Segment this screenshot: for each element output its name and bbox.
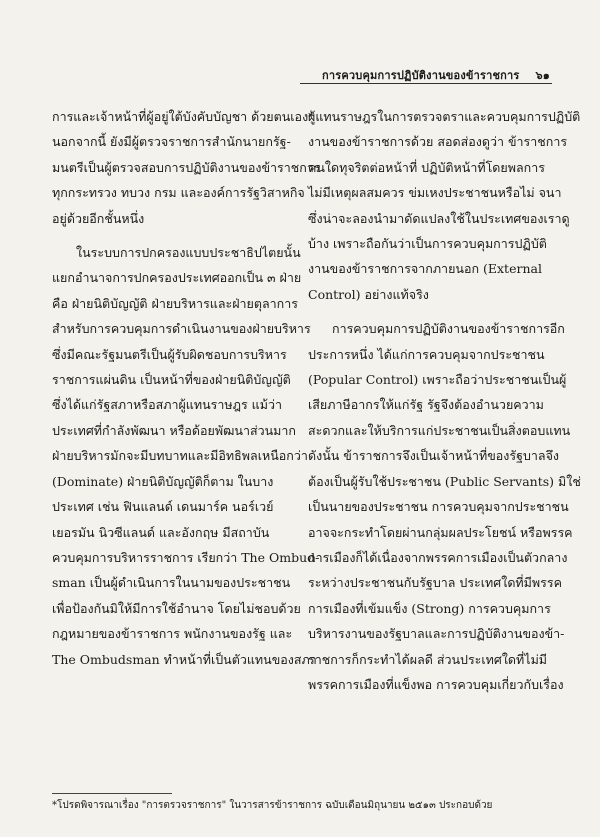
footnote-rule <box>52 793 172 794</box>
text-line: คนใดทุจริตต่อหน้าที่ ปฏิบัติหน้าที่โดยพลการ <box>308 159 545 175</box>
text-line: sman เป็นผู้ดำเนินการในนามของประชาชน <box>52 575 291 591</box>
text-line: กฎหมายของข้าราชการ พนักงานของรัฐ และ <box>52 626 293 642</box>
text-line: ควบคุมการบริหารราชการ เรียกว่า The Ombud- <box>52 549 320 565</box>
text-line: บริหารงานของรัฐบาลและการปฏิบัติงานของข้า- <box>308 626 565 642</box>
right-paragraph-1 <box>308 104 581 307</box>
text-line: ราชการก็กระทำได้ผลดี ส่วนประเทศใดที่ไม่มี <box>308 651 548 667</box>
text-line: เยอรมัน นิวซีแลนด์ และอังกฤษ มีสถาบัน <box>52 524 270 540</box>
text-line: Control) อย่างแท้จริง <box>308 286 429 302</box>
footnote: *โปรดพิจารณาเรื่อง "การตรวจราชการ" ในวารสารข้าราชการ ฉบับเดือนมิถุนายน ๒๕๑๓ ประกอบด้วย <box>52 800 493 811</box>
text-line: เสียภาษีอากรให้แก่รัฐ รัฐจึงต้องอำนวยความ <box>308 397 544 413</box>
text-line: นอกจากนี้ ยังมีผู้ตรวจราชการสำนักนายกรัฐ- <box>52 134 291 150</box>
text-line: งานของข้าราชการจากภายนอก (External <box>308 261 542 277</box>
left-column <box>52 104 321 672</box>
text-line: เป็นนายของประชาชน การควบคุมจากประชาชน <box>308 499 569 515</box>
text-line: ประเทศที่กำลังพัฒนา หรือด้อยพัฒนาส่วนมาก <box>52 422 296 438</box>
text-line: ซึ่งน่าจะลองนำมาดัดแปลงใช้ในประเทศของเราดู <box>308 210 570 226</box>
text-line: ในระบบการปกครองแบบประชาธิปไตยนั้น <box>76 245 301 261</box>
running-header <box>322 66 550 84</box>
text-line: (Popular Control) เพราะถือว่าประชาชนเป็นผู้ <box>308 372 567 388</box>
text-line: พรรคการเมืองที่แข็งพอ การควบคุมเกี่ยวกับเรื่อง <box>308 676 564 692</box>
left-paragraph-1 <box>52 104 321 231</box>
text-line: คือ ฝ่ายนิติบัญญัติ ฝ่ายบริหารและฝ่ายตุลาการ <box>52 295 298 311</box>
text-line: ดังนั้น ข้าราชการจึงเป็นเจ้าหน้าที่ของรัฐบาลจึง <box>308 448 560 464</box>
text-line: ทุกกระทรวง ทบวง กรม และองค์การรัฐวิสาหกิจ <box>52 185 305 201</box>
text-line: ผู้แทนราษฎรในการตรวจตราและควบคุมการปฏิบัติ <box>308 109 581 124</box>
text-line: การและเจ้าหน้าที่ผู้อยู่ใต้บังคับบัญชา ด้วยตนเอง* <box>52 109 315 124</box>
text-line: อาจจะกระทำโดยผ่านกลุ่มผลประโยชน์ หรือพรรค <box>308 524 573 540</box>
text-line: ฝ่ายบริหารมักจะมีบทบาทและมีอิทธิพลเหนือกว่า <box>52 448 308 464</box>
text-line: การเมืองที่เข้มแข็ง (Strong) การควบคุมการ <box>308 600 551 616</box>
text-line: สำหรับการควบคุมการดำเนินงานของฝ่ายบริหาร <box>52 321 311 337</box>
text-line: สะดวกและให้บริการแก่ประชาชนเป็นสิ่งตอบแทน <box>308 422 571 438</box>
text-line: การเมืองก็ได้เนื่องจากพรรคการเมืองเป็นตัวกลาง <box>308 549 568 565</box>
text-line: บ้าง เพราะถือกันว่าเป็นการควบคุมการปฏิบัติ <box>308 236 547 252</box>
text-line: ประการหนึ่ง ได้แก่การควบคุมจากประชาชน <box>308 346 545 362</box>
text-line: มนตรีเป็นผู้ตรวจสอบการปฏิบัติงานของข้าราชการ <box>52 159 321 175</box>
text-line: อยู่ด้วยอีกชั้นหนึ่ง <box>52 210 145 226</box>
text-line: งานของข้าราชการด้วย สอดส่องดูว่า ข้าราชการ <box>308 134 568 150</box>
text-line: ต้องเป็นผู้รับใช้ประชาชน (Public Servants) มิใช่ <box>308 473 581 489</box>
text-line: ซึ่งมีคณะรัฐมนตรีเป็นผู้รับผิดชอบการบริหาร <box>52 346 287 362</box>
right-paragraph-2 <box>308 316 581 697</box>
page-number: ๖๑ <box>535 69 550 82</box>
text-line: The Ombudsman ทำหน้าที่เป็นตัวแทนของสภา <box>52 651 317 667</box>
text-line: ราชการแผ่นดิน เป็นหน้าที่ของฝ่ายนิติบัญญัติ <box>52 372 291 388</box>
running-title: การควบคุมการปฏิบัติงานของข้าราชการ <box>322 69 520 82</box>
header-rule <box>300 83 552 84</box>
text-line: ไม่มีเหตุผลสมควร ข่มเหงประชาชนหรือไม่ จนา <box>308 185 562 201</box>
text-line: เพื่อป้องกันมิให้มีการใช้อำนาจ โดยไม่ชอบด้วย <box>52 600 301 616</box>
left-paragraph-2 <box>52 240 320 672</box>
text-line: แยกอำนาจการปกครองประเทศออกเป็น ๓ ฝ่าย <box>52 270 302 286</box>
text-line: ระหว่างประชาชนกับรัฐบาล ประเทศใดที่มีพรรค <box>308 575 562 591</box>
text-line: (Dominate) ฝ่ายนิติบัญญัติก็ตาม ในบาง <box>52 473 274 489</box>
text-line: การควบคุมการปฏิบัติงานของข้าราชการอีก <box>332 321 565 337</box>
text-line: ซึ่งได้แก่รัฐสภาหรือสภาผู้แทนราษฎร แม้ว่า <box>52 397 283 413</box>
right-column <box>308 104 581 697</box>
text-line: ประเทศ เช่น ฟินแลนด์ เดนมาร์ค นอร์เวย์ <box>52 499 274 515</box>
